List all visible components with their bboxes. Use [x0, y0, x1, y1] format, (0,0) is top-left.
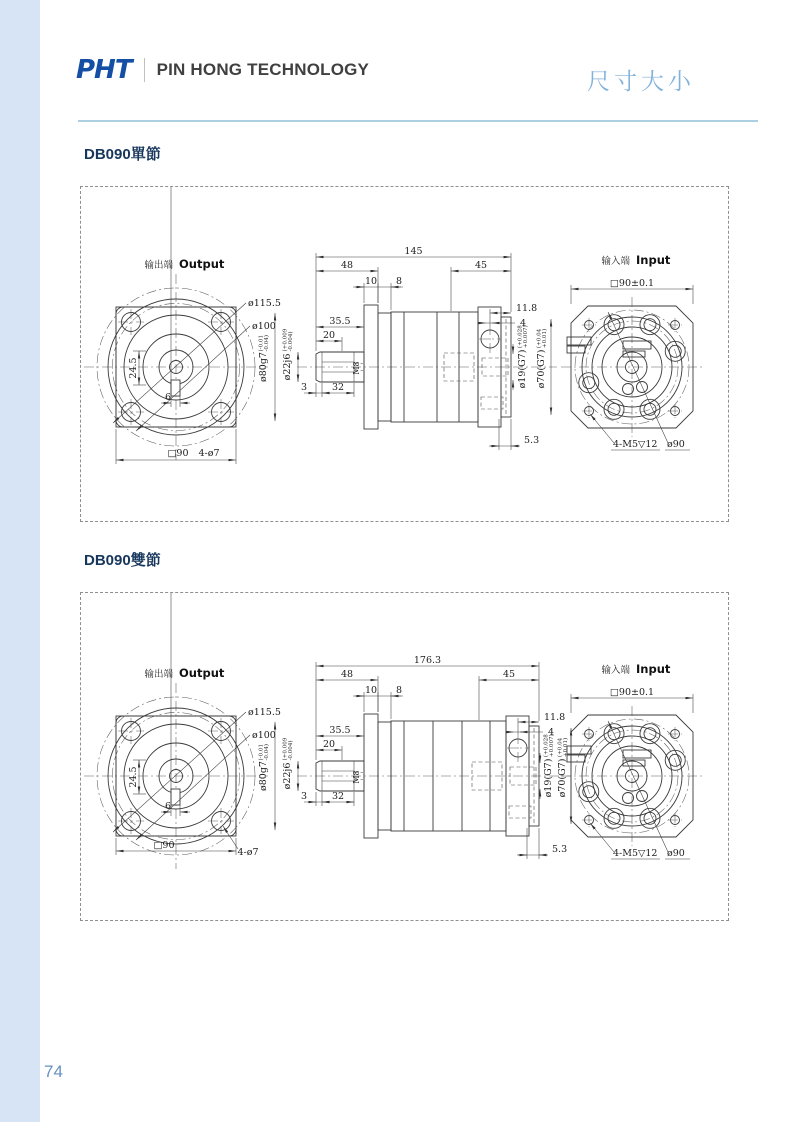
technical-drawing-double — [81, 593, 728, 920]
input-label-cn: 输入端 — [601, 665, 630, 676]
dim-label: 145 — [404, 246, 423, 258]
drawing-box-single — [80, 186, 729, 522]
technical-drawing-single — [81, 187, 728, 521]
dim-label: 11.8 — [544, 712, 566, 723]
dim-label: ø90 — [667, 848, 685, 859]
input-label-en: Input — [636, 662, 671, 676]
dim-label: 35.5 — [329, 725, 351, 737]
svg-text:(-0.01: (-0.01 — [258, 743, 265, 761]
dim-label: 11.8 — [516, 303, 538, 314]
dim-label: 8 — [395, 276, 403, 287]
dim-label: 4-M5▽12 — [613, 439, 658, 450]
dim-label: 20 — [322, 739, 336, 751]
dim-label: 4 — [548, 727, 555, 738]
tolerance-label — [282, 737, 295, 789]
dim-label: □90 — [153, 840, 175, 851]
svg-text:+0.007): +0.007) — [549, 734, 555, 758]
dim-label: 32 — [331, 791, 345, 802]
dim-label: 48 — [340, 260, 354, 272]
dim-label: 4 — [520, 318, 527, 329]
svg-text:(-0.01: (-0.01 — [258, 334, 265, 352]
input-end-view — [561, 662, 703, 859]
dim-label: ø115.5 — [248, 707, 281, 718]
dim-label: 32 — [331, 382, 345, 393]
dim-label: 3 — [300, 382, 308, 393]
dim-label: 45 — [474, 260, 488, 272]
dim-label: 6 — [164, 801, 172, 812]
left-accent-bar — [0, 0, 40, 1122]
dim-label: 35.5 — [329, 316, 351, 328]
dim-label: 10 — [364, 685, 378, 696]
dim-label: 10 — [364, 276, 378, 287]
svg-text:ø70(G7): ø70(G7) — [536, 349, 547, 389]
svg-text:ø19(G7): ø19(G7) — [543, 758, 554, 798]
dim-label: 4-ø7 — [198, 448, 220, 459]
dim-label: 24.5 — [127, 766, 139, 788]
svg-text:-0.004): -0.004) — [288, 331, 294, 352]
drawing-box-double — [80, 592, 729, 921]
dim-label: 5.3 — [524, 435, 540, 446]
pht-logo: PHT — [76, 55, 132, 85]
input-label-en: Input — [636, 253, 671, 267]
dim-label: M8 — [352, 361, 361, 375]
svg-text:+0.007): +0.007) — [523, 325, 529, 349]
tolerance-label — [536, 328, 549, 388]
dim-label: ø100 — [252, 730, 276, 741]
svg-text:(+0.04: (+0.04 — [557, 737, 564, 758]
dim-label: 176.3 — [413, 655, 442, 667]
side-section-view — [258, 246, 558, 450]
dim-label: ø90 — [667, 439, 685, 450]
svg-text:-0.04): -0.04) — [264, 743, 270, 761]
company-name: PIN HONG TECHNOLOGY — [156, 60, 370, 79]
output-end-view — [84, 593, 281, 869]
input-end-view — [561, 253, 703, 450]
page-number: 74 — [44, 1062, 63, 1081]
svg-text:(+0.009: (+0.009 — [282, 328, 289, 352]
dim-label: 4-ø7 — [237, 847, 259, 858]
dim-label: 8 — [395, 685, 403, 696]
dim-label: 24.5 — [127, 357, 139, 379]
dim-label: M8 — [352, 770, 361, 784]
section-heading-double: DB090雙節 — [84, 552, 161, 569]
svg-text:-0.004): -0.004) — [288, 740, 294, 761]
output-label-en: Output — [179, 257, 225, 271]
dim-label: ø100 — [252, 321, 276, 332]
dim-label: ø115.5 — [248, 298, 281, 309]
dim-label: 48 — [340, 669, 354, 681]
page-title: 尺寸大小 — [587, 68, 695, 94]
side-section-view — [258, 655, 572, 859]
output-label-cn: 输出端 — [144, 260, 173, 271]
tolerance-label — [282, 328, 295, 380]
svg-text:ø80g7: ø80g7 — [258, 352, 269, 382]
brand-header — [76, 57, 369, 83]
svg-text:(+0.028: (+0.028 — [517, 325, 524, 349]
input-label-cn: 输入端 — [601, 256, 630, 267]
svg-text:ø22j6: ø22j6 — [282, 762, 293, 790]
brand-divider — [144, 58, 145, 82]
output-end-view — [84, 187, 281, 464]
section-heading-single: DB090單節 — [84, 146, 161, 163]
dim-label: □90±0.1 — [609, 687, 655, 698]
output-label-en: Output — [179, 666, 225, 680]
svg-text:(+0.028: (+0.028 — [543, 734, 550, 758]
svg-text:+0.01): +0.01) — [563, 737, 569, 758]
svg-text:ø22j6: ø22j6 — [282, 353, 293, 381]
dim-label: 3 — [300, 791, 308, 802]
dim-label: 20 — [322, 330, 336, 342]
svg-text:ø80g7: ø80g7 — [258, 761, 269, 791]
svg-text:ø70(G7): ø70(G7) — [557, 758, 568, 798]
dim-label: 4-M5▽12 — [613, 848, 658, 859]
output-label-cn: 输出端 — [144, 669, 173, 680]
tolerance-label — [258, 335, 271, 382]
dim-label: 6 — [164, 392, 172, 403]
dim-label: 5.3 — [552, 844, 568, 855]
svg-text:(+0.04: (+0.04 — [536, 328, 543, 349]
tolerance-label — [258, 744, 271, 791]
svg-text:-0.04): -0.04) — [264, 334, 270, 352]
dim-label: □90 — [167, 448, 189, 459]
tolerance-label — [517, 325, 530, 389]
tolerance-label — [543, 734, 556, 798]
svg-text:(+0.009: (+0.009 — [282, 737, 289, 761]
dim-label: 45 — [502, 669, 516, 681]
svg-text:+0.01): +0.01) — [542, 328, 548, 349]
svg-text:ø19(G7): ø19(G7) — [517, 349, 528, 389]
dim-label: □90±0.1 — [609, 278, 655, 289]
header-rule — [78, 120, 758, 122]
